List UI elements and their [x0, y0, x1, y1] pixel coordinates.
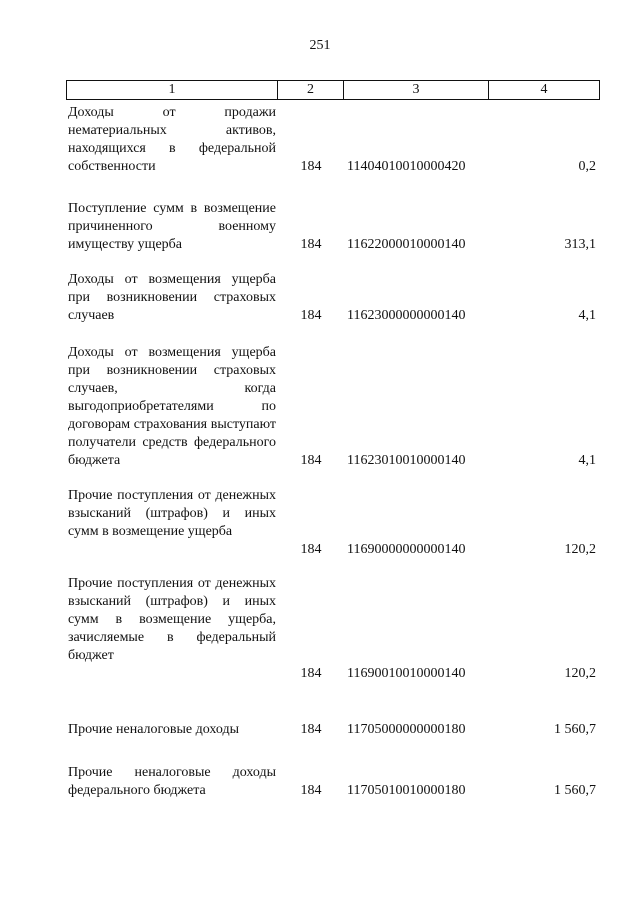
row-admin-code: 184	[300, 722, 322, 737]
table-row	[66, 721, 600, 739]
page-number: 251	[309, 38, 331, 53]
row-amount: 1 560,7	[554, 722, 596, 737]
table-row	[66, 764, 600, 800]
header-col-4: 4	[540, 82, 548, 97]
header-col-1: 1	[67, 81, 278, 99]
row-admin-code: 184	[300, 542, 322, 557]
row-description: Доходы от продажи нематериальных активов, находящихся в федеральной собственности	[68, 105, 276, 174]
table-header	[66, 80, 600, 100]
row-admin-code: 184	[300, 308, 322, 323]
row-budget-code: 11622000010000140	[347, 237, 466, 252]
header-col-3: 3	[344, 81, 489, 99]
row-amount: 120,2	[564, 542, 596, 557]
table-row	[66, 487, 600, 559]
row-budget-code: 11705000000000180	[347, 722, 466, 737]
table-row	[66, 575, 600, 683]
row-admin-code: 184	[300, 453, 322, 468]
row-budget-code: 11705010010000180	[347, 783, 466, 798]
row-budget-code: 11404010010000420	[347, 159, 466, 174]
row-description: Доходы от возмещения ущерба при возникновении страховых случаев, когда выгодоприобретателями по договорам страхования выступают получатели средств федерального бюджета	[68, 345, 276, 468]
row-description: Прочие неналоговые доходы федерального бюджета	[68, 765, 276, 798]
row-description: Прочие поступления от денежных взысканий (штрафов) и иных сумм в возмещение ущерба, зачисляемые в федеральный бюджет	[68, 576, 276, 663]
row-amount: 1 560,7	[554, 783, 596, 798]
row-description: Прочие поступления от денежных взысканий (штрафов) и иных сумм в возмещение ущерба	[68, 488, 276, 539]
row-amount: 120,2	[564, 666, 596, 681]
table-row	[66, 344, 600, 470]
row-description: Доходы от возмещения ущерба при возникновении страховых случаев	[68, 272, 276, 323]
row-admin-code: 184	[300, 783, 322, 798]
table-row	[66, 104, 600, 176]
row-amount: 0,2	[578, 159, 596, 174]
table-row	[66, 200, 600, 254]
row-description: Поступление сумм в возмещение причиненного военному имуществу ущерба	[68, 201, 276, 252]
table-row	[66, 271, 600, 325]
row-admin-code: 184	[300, 237, 322, 252]
row-admin-code: 184	[300, 159, 322, 174]
row-admin-code: 184	[300, 666, 322, 681]
row-amount: 313,1	[564, 237, 596, 252]
header-col-2: 2	[278, 81, 344, 99]
row-budget-code: 11690000000000140	[347, 542, 466, 557]
row-description: Прочие неналоговые доходы	[68, 722, 240, 737]
row-amount: 4,1	[578, 453, 596, 468]
row-budget-code: 11690010010000140	[347, 666, 466, 681]
row-amount: 4,1	[578, 308, 596, 323]
row-budget-code: 11623010010000140	[347, 453, 466, 468]
row-budget-code: 11623000000000140	[347, 308, 466, 323]
